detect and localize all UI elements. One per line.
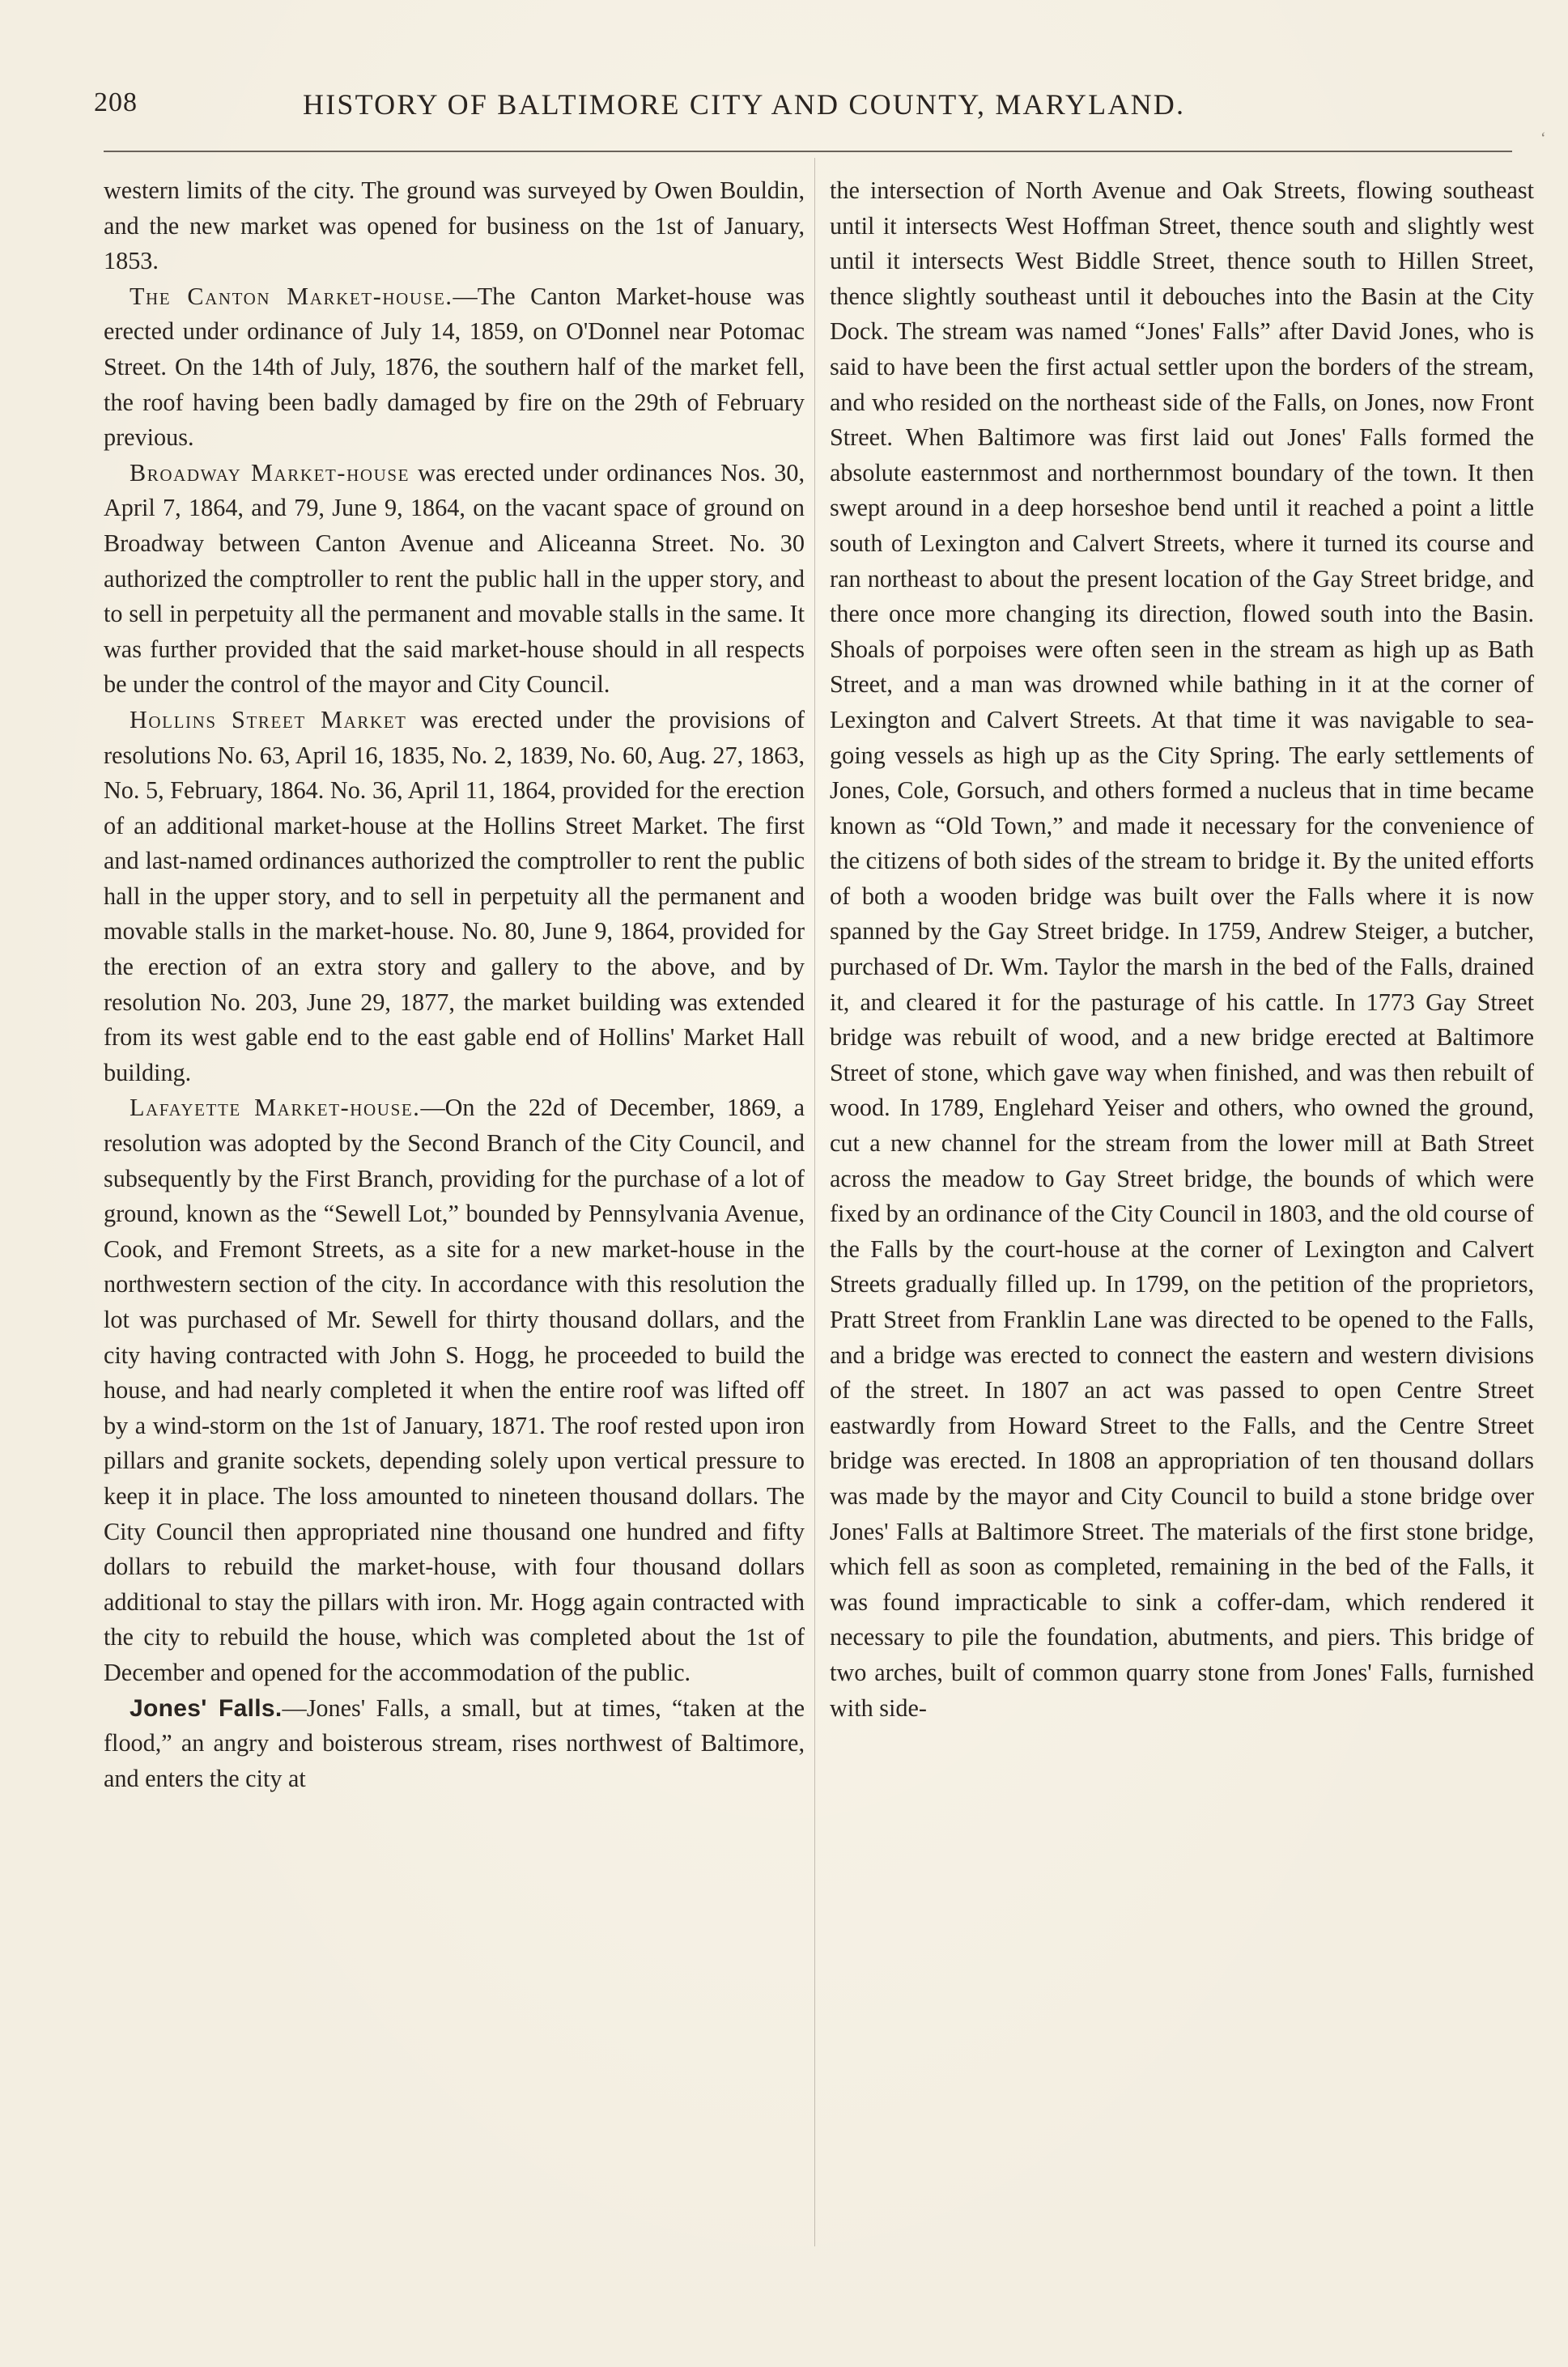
lafayette-market-text: —On the 22d of December, 1869, a resolution was adopted by the Second Branch of the City Council, and subsequently by the First Branch, providing for the purchase of a lot of ground, known as the “Sewell Lot,” bounded by Pennsylvania Avenue, Cook, and Fremont Streets, as a site for a new market-house in the northwestern section of the city. In accordance with this resolution the lot was purchased of Mr. Sewell for thirty thousand dollars, and the city having contracted with John S. Hogg, he proceeded to build the house, and had nearly completed it when the entire roof was lifted off by a wind-storm on the 1st of January, 1871. The roof rested upon iron pillars and granite sockets, depending solely upon vertical pressure to keep it in place. The loss amounted to nineteen thousand dollars. The City Council then appropriated nine thousand one hundred and fifty dollars to rebuild the market-house, with four thousand dollars additional to stay the pillars with iron. Mr. Hogg again contracted with the city to rebuild the house, which was completed about the 1st of December and opened for the accommodation of the public. [104,1094,805,1686]
broadway-market-text: was erected under ordinances Nos. 30, April 7, 1864, and 79, June 9, 1864, on the vacant space of ground on Broadway between Canton Avenue and Aliceanna Street. No. 30 authorized the comptroller to rent the public hall in the upper story, and to sell in perpetuity all the permanent and movable stalls in the same. It was further provided that the said market-house should in all respects be under the control of the mayor and City Council. [104,458,805,699]
paragraph-new-market-continued: western limits of the city. The ground was surveyed by Owen Bouldin, and the new market was opened for business on the 1st of January, 1853. [104,176,805,275]
book-title: HISTORY OF BALTIMORE CITY AND COUNTY, MARYLAND. [303,88,1186,121]
right-column [830,173,1534,1726]
jones-falls-text: —Jones' Falls, a small, but at times, “taken at the flood,” an angry and boisterous stream, rises northwest of Baltimore, and enters the city at [104,1693,805,1792]
paragraph-lafayette-market [104,1090,805,1690]
paragraph-jones-falls [104,1691,805,1797]
heading-jones-falls: Jones' Falls. [130,1694,283,1722]
hollins-street-market-text: was erected under the provisions of resolutions No. 63, April 16, 1835, No. 2, 1839, No. 60, Aug. 27, 1863, No. 5, February, 1864. No. 36, April 11, 1864, provided for the erection of an additional market-house at the Hollins Street Market. The first and last-named ordinances authorized the comptroller to rent the public hall in the upper story, and to sell in perpetuity all the permanent and movable stalls in the market-house. No. 80, June 9, 1864, provided for the erection of an extra story and gallery to the above, and by resolution No. 203, June 29, 1877, the market building was extended from its west gable end to the east gable end of Hollins' Market Hall building. [104,705,805,1086]
paragraph-canton-market [104,279,805,456]
paragraph-broadway-market [104,456,805,703]
heading-lafayette-market: Lafayette Market-house. [130,1094,421,1122]
page-number: 208 [94,87,138,117]
paragraph-jones-falls-continued: the intersection of North Avenue and Oak Streets, flowing southeast until it intersects West Hoffman Street, thence south and slightly west until it intersects West Biddle Street, thence south to Hillen Street, thence slightly southeast until it debouches into the Basin at the City Dock. The stream was named “Jones' Falls” after David Jones, who is said to have been the first actual settler upon the borders of the stream, and who resided on the northeast side of the Falls, on Jones, now Front Street. When Baltimore was first laid out Jones' Falls formed the absolute easternmost and northernmost boundary of the town. It then swept around in a deep horseshoe bend until it reached a point a little south of Lexington and Calvert Streets, where it turned its course and ran northeast to about the present location of the Gay Street bridge, and there once more changing its direction, flowed south into the Basin. Shoals of porpoises were often seen in the stream as high up as Bath Street, and a man was drowned while bathing in it at the corner of Lexington and Calvert Streets. At that time it was navigable to sea-going vessels as high up as the City Spring. The early settlements of Jones, Cole, Gorsuch, and others formed a nucleus that in time became known as “Old Town,” and made it necessary for the convenience of the citizens of both sides of the stream to bridge it. By the united efforts of both a wooden bridge was built over the Falls where it is now spanned by the Gay Street bridge. In 1759, Andrew Steiger, a butcher, purchased of Dr. Wm. Taylor the marsh in the bed of the Falls, drained it, and cleared it for the pasturage of his cattle. In 1773 Gay Street bridge was rebuilt of wood, and a new bridge erected at Baltimore Street of stone, which gave way when finished, and was then rebuilt of wood. In 1789, Englehard Yeiser and others, who owned the ground, cut a new channel for the stream from the lower mill at Bath Street across the meadow to Gay Street bridge, the bounds of which were fixed by an ordinance of the City Council in 1803, and the old course of the Falls by the court-house at the corner of Lexington and Calvert Streets gradually filled up. In 1799, on the petition of the proprietors, Pratt Street from Franklin Lane was directed to be opened to the Falls, and a bridge was erected to connect the eastern and western divisions of the street. In 1807 an act was passed to open Centre Street eastwardly from Howard Street to the Falls, and the Centre Street bridge was erected. In 1808 an appropriation of ten thousand dollars was made by the mayor and City Council to build a stone bridge over Jones' Falls at Baltimore Street. The materials of the first stone bridge, which fell as soon as completed, remaining in the bed of the Falls, it was found impracticable to sink a coffer-dam, which rendered it necessary to pile the foundation, abutments, and piers. This bridge of two arches, built of common quarry stone from Jones' Falls, furnished with side- [830,176,1534,1722]
running-head [94,87,1519,136]
heading-hollins-street-market: Hollins Street Market [130,705,407,733]
heading-canton-market: The Canton Market-house. [130,282,453,310]
canton-market-text: —The Canton Market-house was erected under ordinance of July 14, 1859, on O'Donnel near Potomac Street. On the 14th of July, 1876, the southern half of the market fell, the roof having been badly damaged by fire on the 29th of February previous. [104,282,805,452]
paragraph-hollins-street-market [104,703,805,1091]
header-rule [104,151,1512,152]
left-column [104,173,805,1796]
heading-broadway-market: Broadway Market-house [130,458,410,487]
margin-mark: ‘ [1540,130,1546,147]
column-divider [814,158,815,2246]
